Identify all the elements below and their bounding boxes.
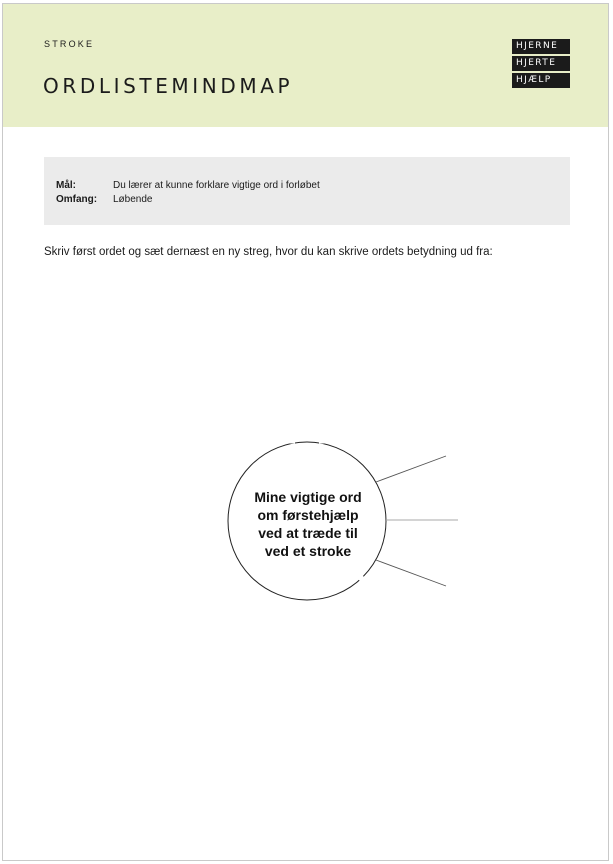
scope-label: Omfang: xyxy=(56,194,98,205)
logo-line-1: HJERNE xyxy=(512,39,570,54)
scope-value: Løbende xyxy=(113,194,153,205)
goal-value: Du lærer at kunne forklare vigtige ord i forløbet xyxy=(113,180,320,191)
branch-line-lower xyxy=(376,560,446,586)
worksheet-page xyxy=(2,3,609,861)
category-label: STROKE xyxy=(44,39,95,49)
logo-line-3: HJÆLP xyxy=(512,73,570,88)
goal-label: Mål: xyxy=(56,180,76,191)
center-line-2: om førstehjælp xyxy=(257,507,359,523)
page-title: ORDLISTEMINDMAP xyxy=(43,74,294,98)
mindmap-center-text xyxy=(233,488,383,560)
logo-line-2: HJERTE xyxy=(512,56,570,71)
instruction-text: Skriv først ordet og sæt dernæst en ny streg, hvor du kan skrive ordets betydning ud fra: xyxy=(44,246,493,258)
branch-line-upper xyxy=(376,456,446,482)
mindmap-diagram xyxy=(3,4,609,861)
center-line-4: ved et stroke xyxy=(264,543,352,559)
center-line-3: ved at træde til xyxy=(258,525,358,541)
center-line-1: Mine vigtige ord xyxy=(254,489,362,505)
